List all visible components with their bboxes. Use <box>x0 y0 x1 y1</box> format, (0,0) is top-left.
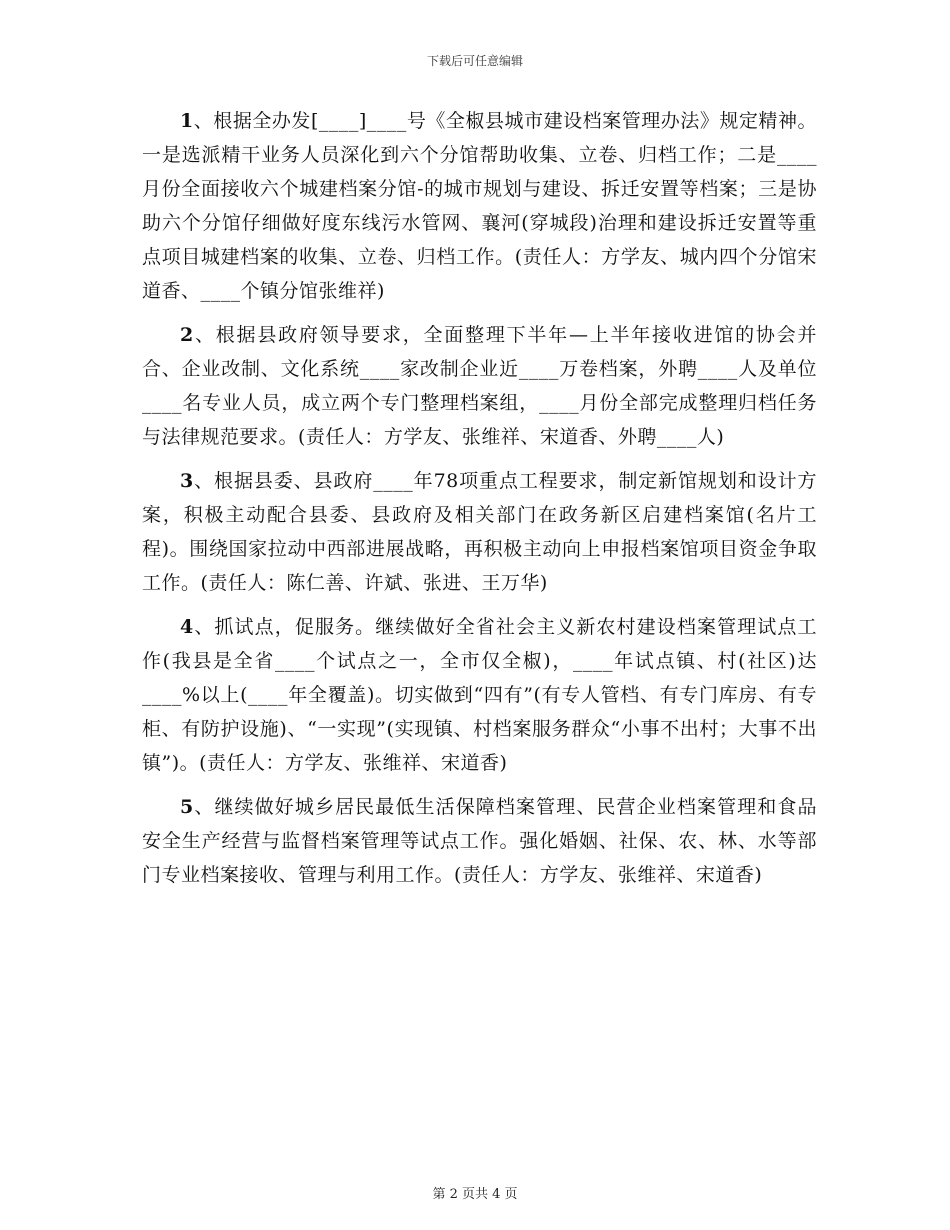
paragraph-text: 、根据县委、县政府____年78项重点工程要求，制定新馆规划和设计方案，积极主动配合县委、县政府及相关部门在政务新区启建档案馆(名片工程)。围绕国家拉动中西部进展战略，再积极主动向上申报档案馆项目资金争取工作。(责任人：陈仁善、许斌、张进、王万华) <box>142 470 817 594</box>
paragraph-number: 1 <box>180 110 194 132</box>
paragraph-text: 、根据县政府领导要求，全面整理下半年—上半年接收进馆的协会并合、企业改制、文化系统____家改制企业近____万卷档案，外聘____人及单位____名专业人员，成立两个专门整理档案组，____月份全部完成整理归档任务与法律规范要求。(责任人：方学友、张维祥、宋道香、外聘____人) <box>142 324 817 448</box>
paragraph-4 <box>142 610 817 780</box>
paragraph-text: 、根据全办发[____]____号《全椒县城市建设档案管理办法》规定精神。一是选派精干业务人员深化到六个分馆帮助收集、立卷、归档工作；二是____月份全面接收六个城建档案分馆-的城市规划与建设、拆迁安置等档案；三是协助六个分馆仔细做好度东线污水管网、襄河(穿城段)治理和建设拆迁安置等重点项目城建档案的收集、立卷、归档工作。(责任人：方学友、城内四个分馆宋道香、____个镇分馆张维祥) <box>142 110 817 302</box>
paragraph-1 <box>142 104 817 308</box>
page-number-footer: 第 2 页共 4 页 <box>432 1187 518 1202</box>
paragraph-5 <box>142 790 817 892</box>
paragraph-text: 、抓试点，促服务。继续做好全省社会主义新农村建设档案管理试点工作(我县是全省____个试点之一，全市仅全椒)，____年试点镇、村(社区)达____%以上(____年全覆盖)。切实做到“四有”(有专人管档、有专门库房、有专柜、有防护设施)、“一实现”(实现镇、村档案服务群众“小事不出村；大事不出镇”)。(责任人：方学友、张维祥、宋道香) <box>142 616 817 774</box>
page-header-note: 下载后可任意编辑 <box>426 54 523 68</box>
paragraph-3 <box>142 464 817 600</box>
document-body <box>142 104 817 902</box>
paragraph-text: 、继续做好城乡居民最低生活保障档案管理、民营企业档案管理和食品安全生产经营与监督档案管理等试点工作。强化婚姻、社保、农、林、水等部门专业档案接收、管理与利用工作。(责任人：方学友、张维祥、宋道香) <box>142 796 817 886</box>
paragraph-number: 5 <box>180 796 194 818</box>
paragraph-number: 3 <box>180 470 194 492</box>
paragraph-number: 4 <box>180 616 194 638</box>
paragraph-2 <box>142 318 817 454</box>
paragraph-number: 2 <box>180 324 194 346</box>
